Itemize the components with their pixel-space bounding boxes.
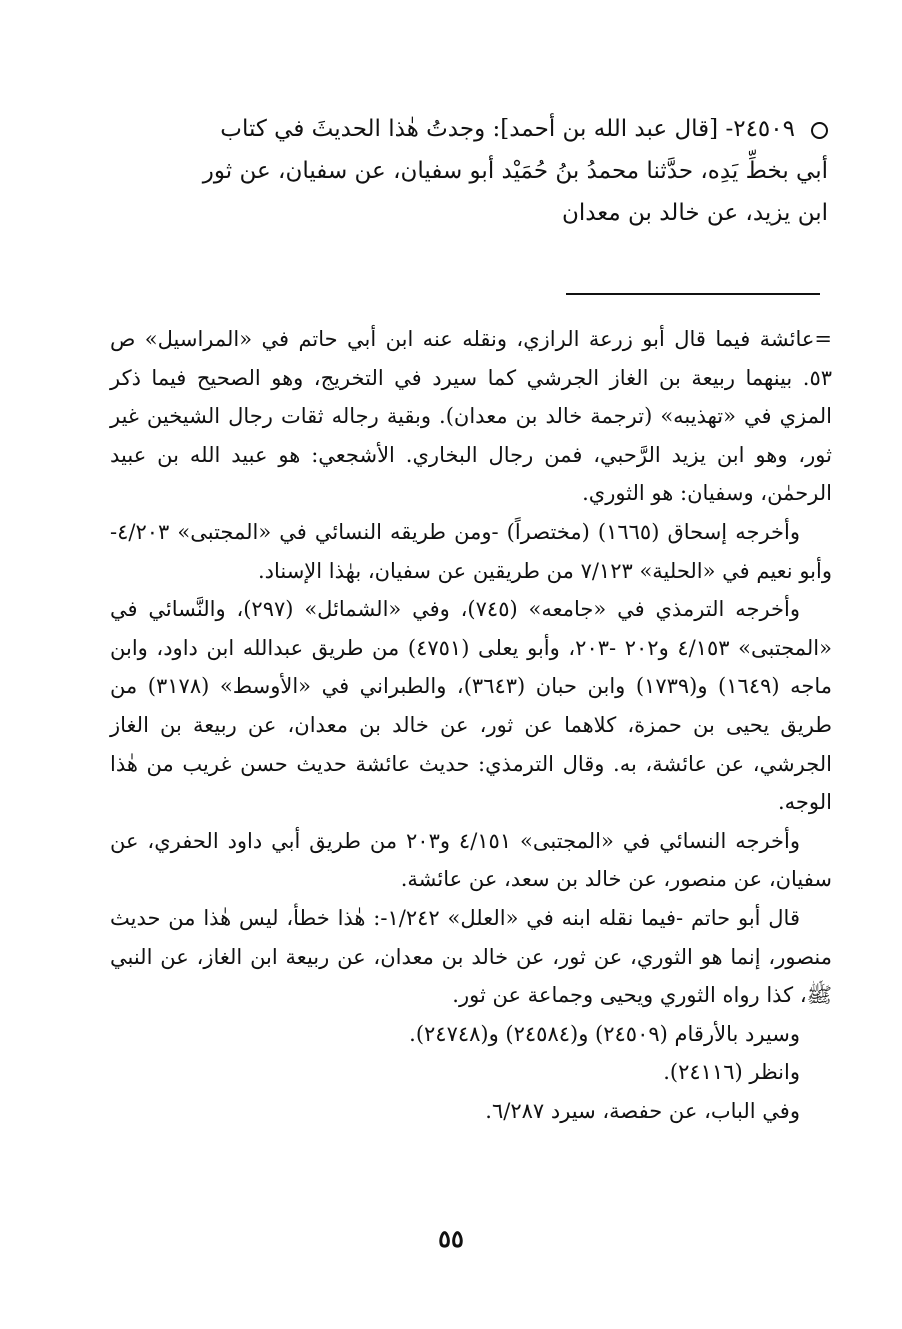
circle-marker-icon bbox=[811, 122, 828, 139]
footnote-separator bbox=[566, 293, 820, 295]
footnote-paragraph: قال أبو حاتم -فيما نقله ابنه في «العلل» ١/٢٤٢-: هٰذا خطأ، ليس هٰذا من حديث منصور، إنما هو الثوري، عن ثور، عن خالد بن معدان، عن ربيعة ابن الغاز، عن النبي ﷺ، كذا رواه الثوري ويحيى وجماعة عن ثور. bbox=[110, 905, 832, 1008]
footnote-paragraph: وفي الباب، عن حفصة، سيرد ٦/٢٨٧. bbox=[485, 1098, 800, 1123]
hadith-line bbox=[110, 108, 828, 150]
hadith-line: أبي بخطِّ يَدِه، حدَّثنا محمدُ بنُ حُمَيْد أبو سفيان، عن سفيان، عن ثور bbox=[202, 158, 828, 184]
footnote-paragraph: وانظر (٢٤١١٦). bbox=[663, 1060, 800, 1085]
footnote-paragraph: وسيرد بالأرقام (٢٤٥٠٩) و(٢٤٥٨٤) و(٢٤٧٤٨). bbox=[409, 1021, 800, 1046]
footnote-paragraph: وأخرجه الترمذي في «جامعه» (٧٤٥)، وفي «الشمائل» (٢٩٧)، والنَّسائي في «المجتبى» ٤/١٥٣ و٢٠٢ -٢٠٣، وأبو يعلى (٤٧٥١) من طريق عبدالله ابن داود، وابن ماجه (١٦٤٩) و(١٧٣٩) وابن حبان (٣٦٤٣)، والطبراني في «الأوسط» (٣١٧٨) من طريق يحيى بن حمزة، كلاهما عن ثور، عن خالد بن معدان، عن ربيعة بن الغاز الجرشي، عن عائشة، به. وقال الترمذي: حديث عائشة حديث حسن غريب من هٰذا الوجه. bbox=[110, 597, 833, 815]
footnote-paragraph: وأخرجه النسائي في «المجتبى» ٤/١٥١ و٢٠٣ من طريق أبي داود الحفري، عن سفيان، عن منصور، عن خالد بن سعد، عن عائشة. bbox=[110, 828, 832, 892]
footnote-paragraph: وأخرجه إسحاق (١٦٦٥) (مختصراً) -ومن طريقه النسائي في «المجتبى» ٤/٢٠٣- وأبو نعيم في «الحلية» ٧/١٢٣ من طريقين عن سفيان، بهٰذا الإسناد. bbox=[110, 519, 832, 583]
footnotes bbox=[110, 320, 832, 1130]
footnote-paragraph: =عائشة فيما قال أبو زرعة الرازي، ونقله عنه ابن أبي حاتم في «المراسيل» ص ٥٣. بينهما ربيعة بن الغاز الجرشي كما سيرد في التخريج، وهو الصحيح فيما ذكر المزي في «تهذيبه» (ترجمة خالد بن معدان). وبقية رجاله ثقات رجال الشيخين غير ثور، وهو ابن يزيد الرَّحبي، فمن رجال البخاري. الأشجعي: هو عبيد الله بن عبيد الرحمٰن، وسفيان: هو الثوري. bbox=[110, 327, 832, 506]
hadith-line: ابن يزيد، عن خالد بن معدان bbox=[561, 200, 828, 226]
hadith-text bbox=[110, 108, 828, 234]
hadith-line-text: ٢٤٥٠٩- [قال عبد الله بن أحمد]: وجدتُ هٰذا الحديثَ في كتاب bbox=[220, 116, 795, 142]
page-number: ٥٥ bbox=[438, 1224, 464, 1253]
